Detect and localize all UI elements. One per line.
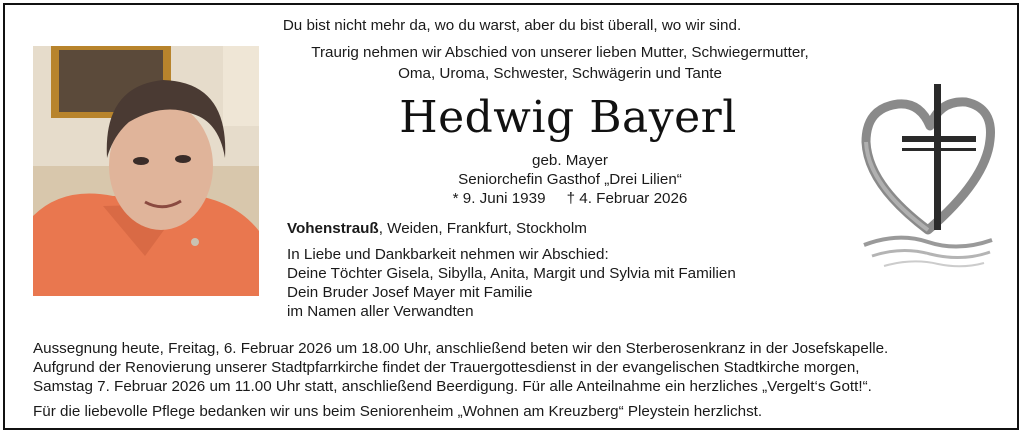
intro-line-2: Oma, Uroma, Schwester, Schwägerin und Tante <box>398 65 722 82</box>
business-role: Seniorchefin Gasthof „Drei Lilien“ <box>458 171 682 188</box>
location-line <box>287 219 587 238</box>
funeral-info-line-2: Aufgrund der Renovierung unserer Stadtpfarrkirche findet der Trauergottesdienst in der evangelischen Stadtkirche morgen, <box>33 359 860 376</box>
mourners-relatives: im Namen aller Verwandten <box>287 303 474 320</box>
heart-cross-icon <box>858 80 998 270</box>
funeral-info-line-1: Aussegnung heute, Freitag, 6. Februar 2026 um 18.00 Uhr, anschließend beten wir den Sterberosenkranz in der Josefskapelle. <box>33 340 889 357</box>
thanks-line: Für die liebevolle Pflege bedanken wir uns beim Seniorenheim „Wohnen am Kreuzberg“ Pleystein herzlichst. <box>33 403 763 420</box>
mourners-daughters: Deine Töchter Gisela, Sibylla, Anita, Margit und Sylvia mit Familien <box>287 265 736 282</box>
other-places: , Weiden, Frankfurt, Stockholm <box>378 220 587 237</box>
heart-cross-graphic <box>858 80 998 270</box>
life-dates: * 9. Juni 1939 † 4. Februar 2026 <box>452 190 688 207</box>
quote-line: Du bist nicht mehr da, wo du warst, aber du bist überall, wo wir sind. <box>282 17 742 34</box>
funeral-info-line-3: Samstag 7. Februar 2026 um 11.00 Uhr statt, anschließend Beerdigung. Für alle Anteilnahme ein herzliches „Vergelt‘s Gott!“. <box>33 378 872 395</box>
hometown: Vohenstrauß <box>287 220 379 237</box>
portrait-photo <box>33 46 259 296</box>
intro-line-1: Traurig nehmen wir Abschied von unserer lieben Mutter, Schwiegermutter, <box>311 44 809 61</box>
mourners-brother: Dein Bruder Josef Mayer mit Familie <box>287 284 533 301</box>
portrait-illustration <box>33 46 259 296</box>
birth-name: geb. Mayer <box>532 152 608 169</box>
deceased-name: Hedwig Bayerl <box>399 92 737 143</box>
mourners-intro: In Liebe und Dankbarkeit nehmen wir Abschied: <box>287 246 609 263</box>
